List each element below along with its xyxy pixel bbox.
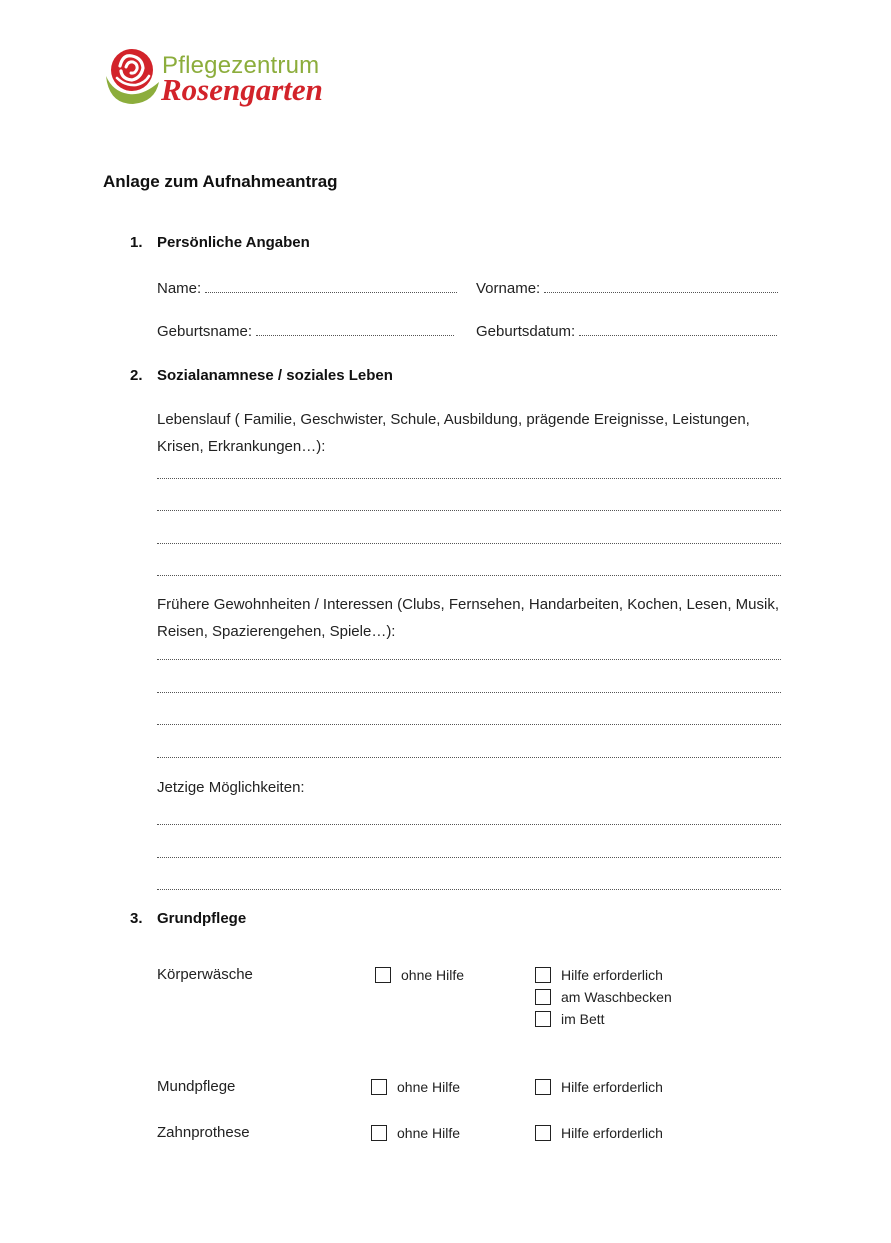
geburtsdatum-row xyxy=(476,323,777,340)
koerperwaesche-hilfe-label: Hilfe erforderlich xyxy=(561,967,663,983)
section2-title: Sozialanamnese / soziales Leben xyxy=(157,367,393,384)
koerperwaesche-ohne-hilfe-label: ohne Hilfe xyxy=(401,967,465,983)
gewohnheiten-line-3[interactable] xyxy=(157,724,781,725)
name-row xyxy=(157,280,457,297)
page-title: Anlage zum Aufnahmeantrag xyxy=(103,172,338,191)
im-bett-checkbox[interactable] xyxy=(535,1011,551,1027)
lebenslauf-label: Lebenslauf ( Familie, Geschwister, Schule, Ausbildung, prägende Ereignisse, Leistungen, Krisen, Erkrankungen…): xyxy=(157,411,750,455)
zahnprothese-ohne-hilfe-label: ohne Hilfe xyxy=(397,1125,461,1141)
section2-number: 2. xyxy=(130,367,143,384)
moeglichkeiten-line-3[interactable] xyxy=(157,889,781,890)
section1-number: 1. xyxy=(130,234,143,251)
vorname-field[interactable] xyxy=(544,280,778,293)
logo-line2: Rosengarten xyxy=(161,72,323,107)
lebenslauf-line-1[interactable] xyxy=(157,478,781,479)
geburtsdatum-label: Geburtsdatum: xyxy=(476,323,576,340)
name-field[interactable] xyxy=(205,280,457,293)
moeglichkeiten-line-2[interactable] xyxy=(157,857,781,858)
logo-line1: Pflegezentrum xyxy=(162,52,320,79)
mundpflege-label: Mundpflege xyxy=(157,1078,236,1095)
koerperwaesche-ohne-hilfe-checkbox[interactable] xyxy=(375,967,391,983)
gewohnheiten-line-1[interactable] xyxy=(157,659,781,660)
lebenslauf-line-4[interactable] xyxy=(157,575,781,576)
section3-number: 3. xyxy=(130,910,143,927)
mundpflege-hilfe-label: Hilfe erforderlich xyxy=(561,1079,663,1095)
zahnprothese-hilfe-label: Hilfe erforderlich xyxy=(561,1125,663,1141)
zahnprothese-label: Zahnprothese xyxy=(157,1124,250,1141)
vorname-label: Vorname: xyxy=(476,280,541,297)
im-bett-label: im Bett xyxy=(561,1011,605,1027)
lebenslauf-line-2[interactable] xyxy=(157,510,781,511)
gewohnheiten-line-4[interactable] xyxy=(157,757,781,758)
section1-title: Persönliche Angaben xyxy=(157,234,310,251)
gewohnheiten-label: Frühere Gewohnheiten / Interessen (Clubs, Fernsehen, Handarbeiten, Kochen, Lesen, Musik, Reisen, Spazierengehen, Spiele…): xyxy=(157,596,780,640)
geburtsname-row xyxy=(157,323,454,340)
geburtsname-label: Geburtsname: xyxy=(157,323,253,340)
moeglichkeiten-line-1[interactable] xyxy=(157,824,781,825)
moeglichkeiten-label: Jetzige Möglichkeiten: xyxy=(157,779,305,796)
koerperwaesche-label: Körperwäsche xyxy=(157,966,253,983)
waschbecken-checkbox[interactable] xyxy=(535,989,551,1005)
mundpflege-ohne-hilfe-label: ohne Hilfe xyxy=(397,1079,461,1095)
geburtsname-field[interactable] xyxy=(256,323,454,336)
rose-icon xyxy=(103,46,161,108)
section3-title: Grundpflege xyxy=(157,910,247,927)
waschbecken-label: am Waschbecken xyxy=(561,989,672,1005)
koerperwaesche-hilfe-checkbox[interactable] xyxy=(535,967,551,983)
geburtsdatum-field[interactable] xyxy=(579,323,777,336)
zahnprothese-ohne-hilfe-checkbox[interactable] xyxy=(371,1125,387,1141)
name-label: Name: xyxy=(157,280,202,297)
mundpflege-hilfe-checkbox[interactable] xyxy=(535,1079,551,1095)
gewohnheiten-line-2[interactable] xyxy=(157,692,781,693)
lebenslauf-line-3[interactable] xyxy=(157,543,781,544)
zahnprothese-hilfe-checkbox[interactable] xyxy=(535,1125,551,1141)
mundpflege-ohne-hilfe-checkbox[interactable] xyxy=(371,1079,387,1095)
vorname-row xyxy=(476,280,778,297)
logo xyxy=(103,46,363,116)
